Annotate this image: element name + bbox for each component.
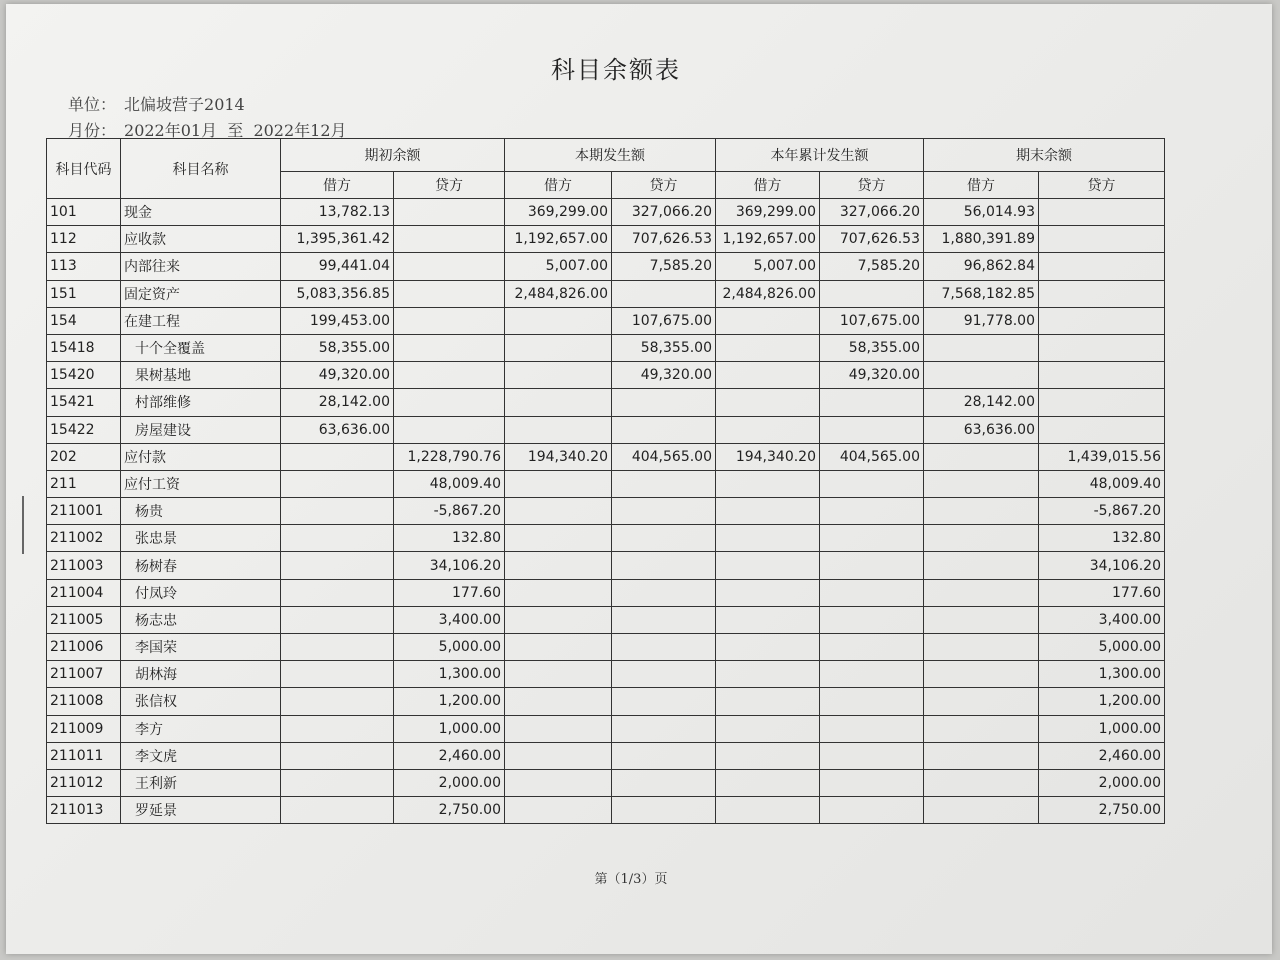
opening-debit-cell: [281, 661, 394, 688]
account-code-cell: 202: [47, 443, 121, 470]
opening-credit-cell: 177.60: [394, 579, 505, 606]
ytd-debit-cell: [716, 606, 820, 633]
account-code-cell: 211001: [47, 498, 121, 525]
current-credit-cell: [612, 525, 716, 552]
table-row: [47, 362, 1165, 389]
opening-credit-cell: 2,750.00: [394, 797, 505, 824]
opening-debit-cell: [281, 742, 394, 769]
closing-debit-cell: 91,778.00: [924, 307, 1039, 334]
opening-credit-cell: 1,000.00: [394, 715, 505, 742]
current-debit-cell: [505, 362, 612, 389]
account-name-cell: 应付款: [121, 443, 281, 470]
opening-debit-cell: [281, 470, 394, 497]
current-credit-cell: 327,066.20: [612, 199, 716, 226]
current-credit-cell: 707,626.53: [612, 226, 716, 253]
closing-credit-cell: [1039, 280, 1165, 307]
account-code-cell: 15422: [47, 416, 121, 443]
current-credit-cell: [612, 742, 716, 769]
table-row: [47, 579, 1165, 606]
account-code-cell: 211: [47, 470, 121, 497]
current-debit-cell: [505, 769, 612, 796]
opening-credit-cell: 48,009.40: [394, 470, 505, 497]
account-name-cell: 十个全覆盖: [121, 334, 281, 361]
table-row: [47, 334, 1165, 361]
opening-debit-cell: 58,355.00: [281, 334, 394, 361]
opening-credit-cell: [394, 416, 505, 443]
closing-debit-cell: [924, 498, 1039, 525]
closing-debit-cell: [924, 579, 1039, 606]
opening-debit-cell: 199,453.00: [281, 307, 394, 334]
closing-credit-cell: -5,867.20: [1039, 498, 1165, 525]
current-credit-cell: [612, 688, 716, 715]
ytd-credit-cell: 107,675.00: [820, 307, 924, 334]
account-name-cell: 应收款: [121, 226, 281, 253]
opening-debit-cell: [281, 606, 394, 633]
header-current-debit: 借方: [505, 172, 612, 199]
ytd-debit-cell: [716, 552, 820, 579]
account-name-cell: 张信权: [121, 688, 281, 715]
header-name: 科目名称: [121, 139, 281, 199]
ytd-credit-cell: [820, 579, 924, 606]
account-code-cell: 101: [47, 199, 121, 226]
ytd-debit-cell: [716, 715, 820, 742]
header-current-credit: 贷方: [612, 172, 716, 199]
current-debit-cell: [505, 389, 612, 416]
table-row: [47, 525, 1165, 552]
table-row: [47, 552, 1165, 579]
opening-debit-cell: [281, 498, 394, 525]
closing-credit-cell: 132.80: [1039, 525, 1165, 552]
table-row: [47, 661, 1165, 688]
current-debit-cell: 1,192,657.00: [505, 226, 612, 253]
opening-credit-cell: 2,460.00: [394, 742, 505, 769]
current-debit-cell: [505, 715, 612, 742]
current-credit-cell: [612, 498, 716, 525]
current-credit-cell: [612, 797, 716, 824]
account-name-cell: 付凤玲: [121, 579, 281, 606]
current-debit-cell: [505, 307, 612, 334]
closing-credit-cell: [1039, 307, 1165, 334]
ytd-debit-cell: [716, 769, 820, 796]
current-credit-cell: [612, 579, 716, 606]
opening-credit-cell: 1,300.00: [394, 661, 505, 688]
closing-credit-cell: 3,400.00: [1039, 606, 1165, 633]
current-credit-cell: [612, 552, 716, 579]
header-current: 本期发生额: [505, 139, 716, 172]
closing-credit-cell: 2,000.00: [1039, 769, 1165, 796]
account-code-cell: 154: [47, 307, 121, 334]
current-credit-cell: 49,320.00: [612, 362, 716, 389]
current-credit-cell: [612, 470, 716, 497]
ytd-credit-cell: [820, 280, 924, 307]
opening-debit-cell: 99,441.04: [281, 253, 394, 280]
ytd-credit-cell: [820, 769, 924, 796]
table-row: [47, 606, 1165, 633]
closing-credit-cell: 1,300.00: [1039, 661, 1165, 688]
ytd-credit-cell: [820, 416, 924, 443]
opening-debit-cell: [281, 797, 394, 824]
ytd-credit-cell: 7,585.20: [820, 253, 924, 280]
closing-credit-cell: 1,439,015.56: [1039, 443, 1165, 470]
current-debit-cell: [505, 416, 612, 443]
closing-credit-cell: [1039, 389, 1165, 416]
opening-credit-cell: [394, 199, 505, 226]
account-name-cell: 房屋建设: [121, 416, 281, 443]
current-credit-cell: [612, 389, 716, 416]
table-row: [47, 769, 1165, 796]
ytd-debit-cell: [716, 470, 820, 497]
closing-debit-cell: [924, 606, 1039, 633]
table-row: [47, 253, 1165, 280]
closing-credit-cell: [1039, 226, 1165, 253]
closing-credit-cell: 48,009.40: [1039, 470, 1165, 497]
account-name-cell: 张忠景: [121, 525, 281, 552]
account-name-cell: 李文虎: [121, 742, 281, 769]
opening-credit-cell: [394, 280, 505, 307]
closing-credit-cell: 5,000.00: [1039, 634, 1165, 661]
ytd-credit-cell: 327,066.20: [820, 199, 924, 226]
closing-debit-cell: [924, 688, 1039, 715]
account-name-cell: 果树基地: [121, 362, 281, 389]
ytd-debit-cell: [716, 362, 820, 389]
account-code-cell: 211005: [47, 606, 121, 633]
account-name-cell: 罗延景: [121, 797, 281, 824]
ytd-credit-cell: [820, 634, 924, 661]
current-debit-cell: [505, 797, 612, 824]
closing-debit-cell: [924, 470, 1039, 497]
closing-credit-cell: [1039, 362, 1165, 389]
opening-debit-cell: [281, 688, 394, 715]
ytd-debit-cell: [716, 307, 820, 334]
closing-credit-cell: 2,460.00: [1039, 742, 1165, 769]
current-debit-cell: [505, 525, 612, 552]
ytd-credit-cell: [820, 525, 924, 552]
table-row: [47, 742, 1165, 769]
ytd-credit-cell: [820, 498, 924, 525]
opening-debit-cell: [281, 552, 394, 579]
table-row: [47, 715, 1165, 742]
opening-debit-cell: 5,083,356.85: [281, 280, 394, 307]
account-code-cell: 112: [47, 226, 121, 253]
current-credit-cell: 404,565.00: [612, 443, 716, 470]
ytd-debit-cell: 194,340.20: [716, 443, 820, 470]
account-code-cell: 211002: [47, 525, 121, 552]
closing-credit-cell: 177.60: [1039, 579, 1165, 606]
opening-credit-cell: [394, 226, 505, 253]
ytd-debit-cell: [716, 634, 820, 661]
opening-credit-cell: [394, 334, 505, 361]
opening-debit-cell: [281, 715, 394, 742]
table-row: [47, 416, 1165, 443]
closing-debit-cell: [924, 742, 1039, 769]
current-debit-cell: [505, 470, 612, 497]
table-row: [47, 688, 1165, 715]
opening-credit-cell: 132.80: [394, 525, 505, 552]
current-credit-cell: [612, 661, 716, 688]
closing-credit-cell: 34,106.20: [1039, 552, 1165, 579]
header-ytd-debit: 借方: [716, 172, 820, 199]
opening-credit-cell: [394, 253, 505, 280]
ytd-debit-cell: [716, 498, 820, 525]
header-code: 科目代码: [47, 139, 121, 199]
table-row: [47, 443, 1165, 470]
table-row: [47, 199, 1165, 226]
opening-debit-cell: [281, 525, 394, 552]
account-code-cell: 211008: [47, 688, 121, 715]
balance-table: [46, 138, 1165, 824]
ytd-credit-cell: [820, 606, 924, 633]
current-debit-cell: [505, 579, 612, 606]
opening-credit-cell: 2,000.00: [394, 769, 505, 796]
account-code-cell: 211011: [47, 742, 121, 769]
header-ytd-credit: 贷方: [820, 172, 924, 199]
ytd-debit-cell: 5,007.00: [716, 253, 820, 280]
closing-credit-cell: 1,000.00: [1039, 715, 1165, 742]
ytd-credit-cell: [820, 715, 924, 742]
opening-credit-cell: 1,200.00: [394, 688, 505, 715]
current-debit-cell: [505, 334, 612, 361]
account-code-cell: 15421: [47, 389, 121, 416]
current-credit-cell: 107,675.00: [612, 307, 716, 334]
ytd-credit-cell: [820, 688, 924, 715]
ytd-debit-cell: [716, 334, 820, 361]
account-code-cell: 15420: [47, 362, 121, 389]
current-debit-cell: [505, 634, 612, 661]
closing-debit-cell: 7,568,182.85: [924, 280, 1039, 307]
closing-credit-cell: [1039, 253, 1165, 280]
period-label: 月份：: [68, 121, 117, 140]
closing-debit-cell: [924, 443, 1039, 470]
account-name-cell: 杨树春: [121, 552, 281, 579]
ytd-credit-cell: [820, 742, 924, 769]
account-code-cell: 211004: [47, 579, 121, 606]
current-debit-cell: 194,340.20: [505, 443, 612, 470]
ytd-debit-cell: [716, 742, 820, 769]
period-value: 2022年01月 至 2022年12月: [124, 121, 347, 140]
current-credit-cell: [612, 280, 716, 307]
closing-debit-cell: [924, 634, 1039, 661]
unit-value: 北偏坡营子2014: [124, 95, 245, 114]
ytd-debit-cell: [716, 797, 820, 824]
current-debit-cell: 369,299.00: [505, 199, 612, 226]
opening-debit-cell: 63,636.00: [281, 416, 394, 443]
closing-credit-cell: [1039, 416, 1165, 443]
current-debit-cell: [505, 606, 612, 633]
ytd-credit-cell: 707,626.53: [820, 226, 924, 253]
closing-debit-cell: [924, 797, 1039, 824]
ytd-credit-cell: 58,355.00: [820, 334, 924, 361]
page-title: 科目余额表: [551, 56, 681, 84]
header-closing-debit: 借方: [924, 172, 1039, 199]
opening-debit-cell: [281, 443, 394, 470]
unit-line: [68, 92, 253, 115]
header-opening-debit: 借方: [281, 172, 394, 199]
opening-credit-cell: 1,228,790.76: [394, 443, 505, 470]
header-closing-credit: 贷方: [1039, 172, 1165, 199]
closing-debit-cell: 63,636.00: [924, 416, 1039, 443]
table-row: [47, 498, 1165, 525]
closing-debit-cell: 96,862.84: [924, 253, 1039, 280]
closing-debit-cell: 28,142.00: [924, 389, 1039, 416]
current-credit-cell: 58,355.00: [612, 334, 716, 361]
closing-credit-cell: [1039, 199, 1165, 226]
closing-credit-cell: [1039, 334, 1165, 361]
unit-label: 单位：: [68, 95, 117, 114]
current-debit-cell: 2,484,826.00: [505, 280, 612, 307]
opening-credit-cell: 3,400.00: [394, 606, 505, 633]
account-code-cell: 211006: [47, 634, 121, 661]
table-body: [47, 199, 1165, 824]
table-row: [47, 634, 1165, 661]
opening-debit-cell: 13,782.13: [281, 199, 394, 226]
current-credit-cell: [612, 416, 716, 443]
current-debit-cell: [505, 498, 612, 525]
account-name-cell: 杨贵: [121, 498, 281, 525]
ytd-debit-cell: [716, 688, 820, 715]
opening-credit-cell: 5,000.00: [394, 634, 505, 661]
opening-debit-cell: [281, 634, 394, 661]
current-credit-cell: [612, 769, 716, 796]
opening-debit-cell: 1,395,361.42: [281, 226, 394, 253]
ytd-credit-cell: 404,565.00: [820, 443, 924, 470]
account-code-cell: 211003: [47, 552, 121, 579]
opening-debit-cell: [281, 579, 394, 606]
account-name-cell: 在建工程: [121, 307, 281, 334]
account-name-cell: 杨志忠: [121, 606, 281, 633]
paper-sheet: [6, 4, 1272, 954]
closing-debit-cell: [924, 334, 1039, 361]
ytd-credit-cell: [820, 389, 924, 416]
ytd-credit-cell: [820, 552, 924, 579]
account-name-cell: 内部往来: [121, 253, 281, 280]
ytd-debit-cell: [716, 416, 820, 443]
closing-debit-cell: [924, 525, 1039, 552]
header-opening-credit: 贷方: [394, 172, 505, 199]
account-code-cell: 151: [47, 280, 121, 307]
current-debit-cell: 5,007.00: [505, 253, 612, 280]
closing-debit-cell: 56,014.93: [924, 199, 1039, 226]
closing-debit-cell: [924, 362, 1039, 389]
table-row: [47, 470, 1165, 497]
account-name-cell: 李国荣: [121, 634, 281, 661]
account-code-cell: 211007: [47, 661, 121, 688]
opening-debit-cell: 28,142.00: [281, 389, 394, 416]
ytd-credit-cell: [820, 470, 924, 497]
ytd-credit-cell: [820, 661, 924, 688]
ytd-debit-cell: [716, 661, 820, 688]
account-name-cell: 固定资产: [121, 280, 281, 307]
account-code-cell: 211009: [47, 715, 121, 742]
closing-credit-cell: 2,750.00: [1039, 797, 1165, 824]
header-closing: 期末余额: [924, 139, 1165, 172]
current-credit-cell: 7,585.20: [612, 253, 716, 280]
opening-credit-cell: [394, 307, 505, 334]
current-debit-cell: [505, 661, 612, 688]
table-row: [47, 280, 1165, 307]
ytd-debit-cell: 369,299.00: [716, 199, 820, 226]
closing-debit-cell: [924, 552, 1039, 579]
ytd-debit-cell: [716, 579, 820, 606]
binding-mark: [22, 496, 24, 554]
current-debit-cell: [505, 688, 612, 715]
account-code-cell: 15418: [47, 334, 121, 361]
opening-credit-cell: [394, 389, 505, 416]
ytd-debit-cell: 1,192,657.00: [716, 226, 820, 253]
current-credit-cell: [612, 634, 716, 661]
closing-debit-cell: [924, 715, 1039, 742]
account-name-cell: 村部维修: [121, 389, 281, 416]
ytd-debit-cell: [716, 525, 820, 552]
account-code-cell: 211013: [47, 797, 121, 824]
ytd-debit-cell: [716, 389, 820, 416]
header-ytd: 本年累计发生额: [716, 139, 924, 172]
opening-debit-cell: 49,320.00: [281, 362, 394, 389]
header-opening: 期初余额: [281, 139, 505, 172]
opening-credit-cell: [394, 362, 505, 389]
current-debit-cell: [505, 552, 612, 579]
current-debit-cell: [505, 742, 612, 769]
account-name-cell: 王利新: [121, 769, 281, 796]
ytd-credit-cell: 49,320.00: [820, 362, 924, 389]
page-number: 第（1/3）页: [594, 872, 668, 887]
closing-debit-cell: [924, 769, 1039, 796]
opening-credit-cell: 34,106.20: [394, 552, 505, 579]
table-row: [47, 797, 1165, 824]
closing-debit-cell: 1,880,391.89: [924, 226, 1039, 253]
ytd-debit-cell: 2,484,826.00: [716, 280, 820, 307]
table-row: [47, 307, 1165, 334]
closing-credit-cell: 1,200.00: [1039, 688, 1165, 715]
account-name-cell: 胡林海: [121, 661, 281, 688]
account-name-cell: 应付工资: [121, 470, 281, 497]
ytd-credit-cell: [820, 797, 924, 824]
table-row: [47, 226, 1165, 253]
closing-debit-cell: [924, 661, 1039, 688]
current-credit-cell: [612, 715, 716, 742]
current-credit-cell: [612, 606, 716, 633]
opening-credit-cell: -5,867.20: [394, 498, 505, 525]
opening-debit-cell: [281, 769, 394, 796]
table-row: [47, 389, 1165, 416]
account-name-cell: 李方: [121, 715, 281, 742]
account-name-cell: 现金: [121, 199, 281, 226]
account-code-cell: 211012: [47, 769, 121, 796]
account-code-cell: 113: [47, 253, 121, 280]
